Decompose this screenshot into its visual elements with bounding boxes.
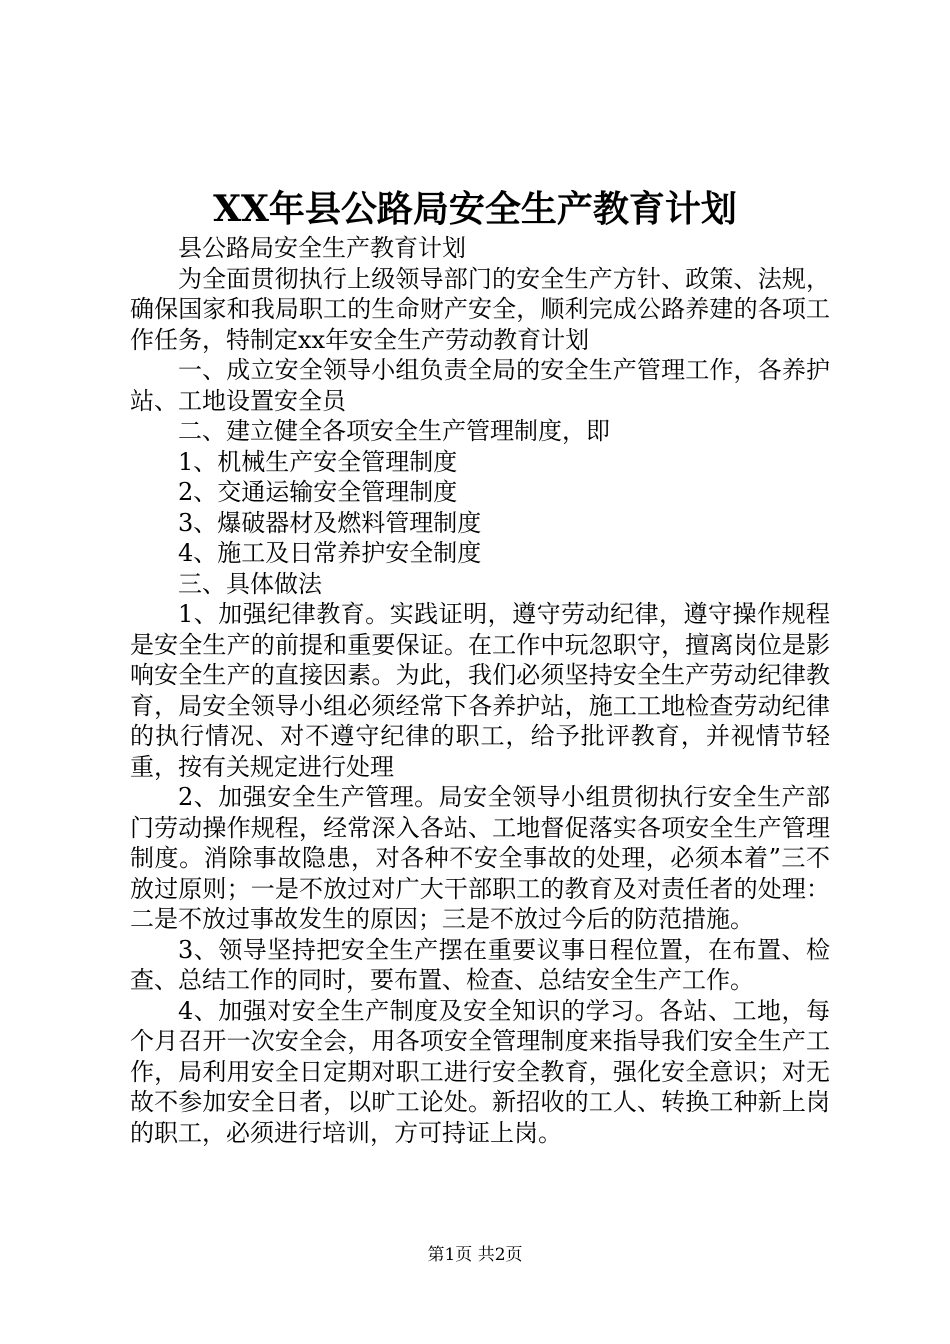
paragraph: 2、交通运输安全管理制度 [178, 478, 458, 506]
paragraph: 县公路局安全生产教育计划 [178, 234, 466, 262]
paragraph: 为全面贯彻执行上级领导部门的安全生产方针、政策、法规，确保国家和我局职工的生命财产安全，顺利完成公路养建的各项工作任务，特制定xx年安全生产劳动教育计划 [130, 264, 830, 354]
paragraph: 二、建立健全各项安全生产管理制度，即 [178, 417, 610, 445]
paragraph: 2、加强安全生产管理。局安全领导小组贯彻执行安全生产部门劳动操作规程，经常深入各站、工地督促落实各项安全生产管理制度。消除事故隐患，对各种不安全事故的处理，必须本着”三不放过原则；一是不放过对广大干部职工的教育及对责任者的处理：二是不放过事故发生的原因；三是不放过今后的防范措施。 [130, 783, 830, 933]
document-body [130, 233, 830, 1148]
page-footer: 第1页 共2页 [427, 1245, 523, 1265]
document-title: XX年县公路局安全生产教育计划 [213, 188, 737, 230]
paragraph: 1、机械生产安全管理制度 [178, 447, 458, 476]
paragraph: 4、施工及日常养护安全制度 [178, 539, 482, 567]
paragraph: 一、成立安全领导小组负责全局的安全生产管理工作，各养护站、工地设置安全员 [130, 356, 830, 415]
paragraph: 1、加强纪律教育。实践证明，遵守劳动纪律，遵守操作规程是安全生产的前提和重要保证。在工作中玩忽职守，擅离岗位是影响安全生产的直接因素。为此，我们必须坚持安全生产劳动纪律教育，局安全领导小组必须经常下各养护站，施工工地检查劳动纪律的执行情况、对不遵守纪律的职工，给予批评教育，并视情节轻重，按有关规定进行处理 [130, 600, 830, 781]
paragraph: 4、加强对安全生产制度及安全知识的学习。各站、工地，每个月召开一次安全会，用各项安全管理制度来指导我们安全生产工作，局利用安全日定期对职工进行安全教育，强化安全意识；对无故不参加安全日者，以旷工论处。新招收的工人、转换工种新上岗的职工，必须进行培训，方可持证上岗。 [130, 996, 830, 1147]
paragraph: 3、领导坚持把安全生产摆在重要议事日程位置，在布置、检查、总结工作的同时，要布置、检查、总结安全生产工作。 [130, 935, 830, 994]
paragraph: 3、爆破器材及燃料管理制度 [178, 508, 482, 537]
paragraph: 三、具体做法 [178, 569, 322, 598]
